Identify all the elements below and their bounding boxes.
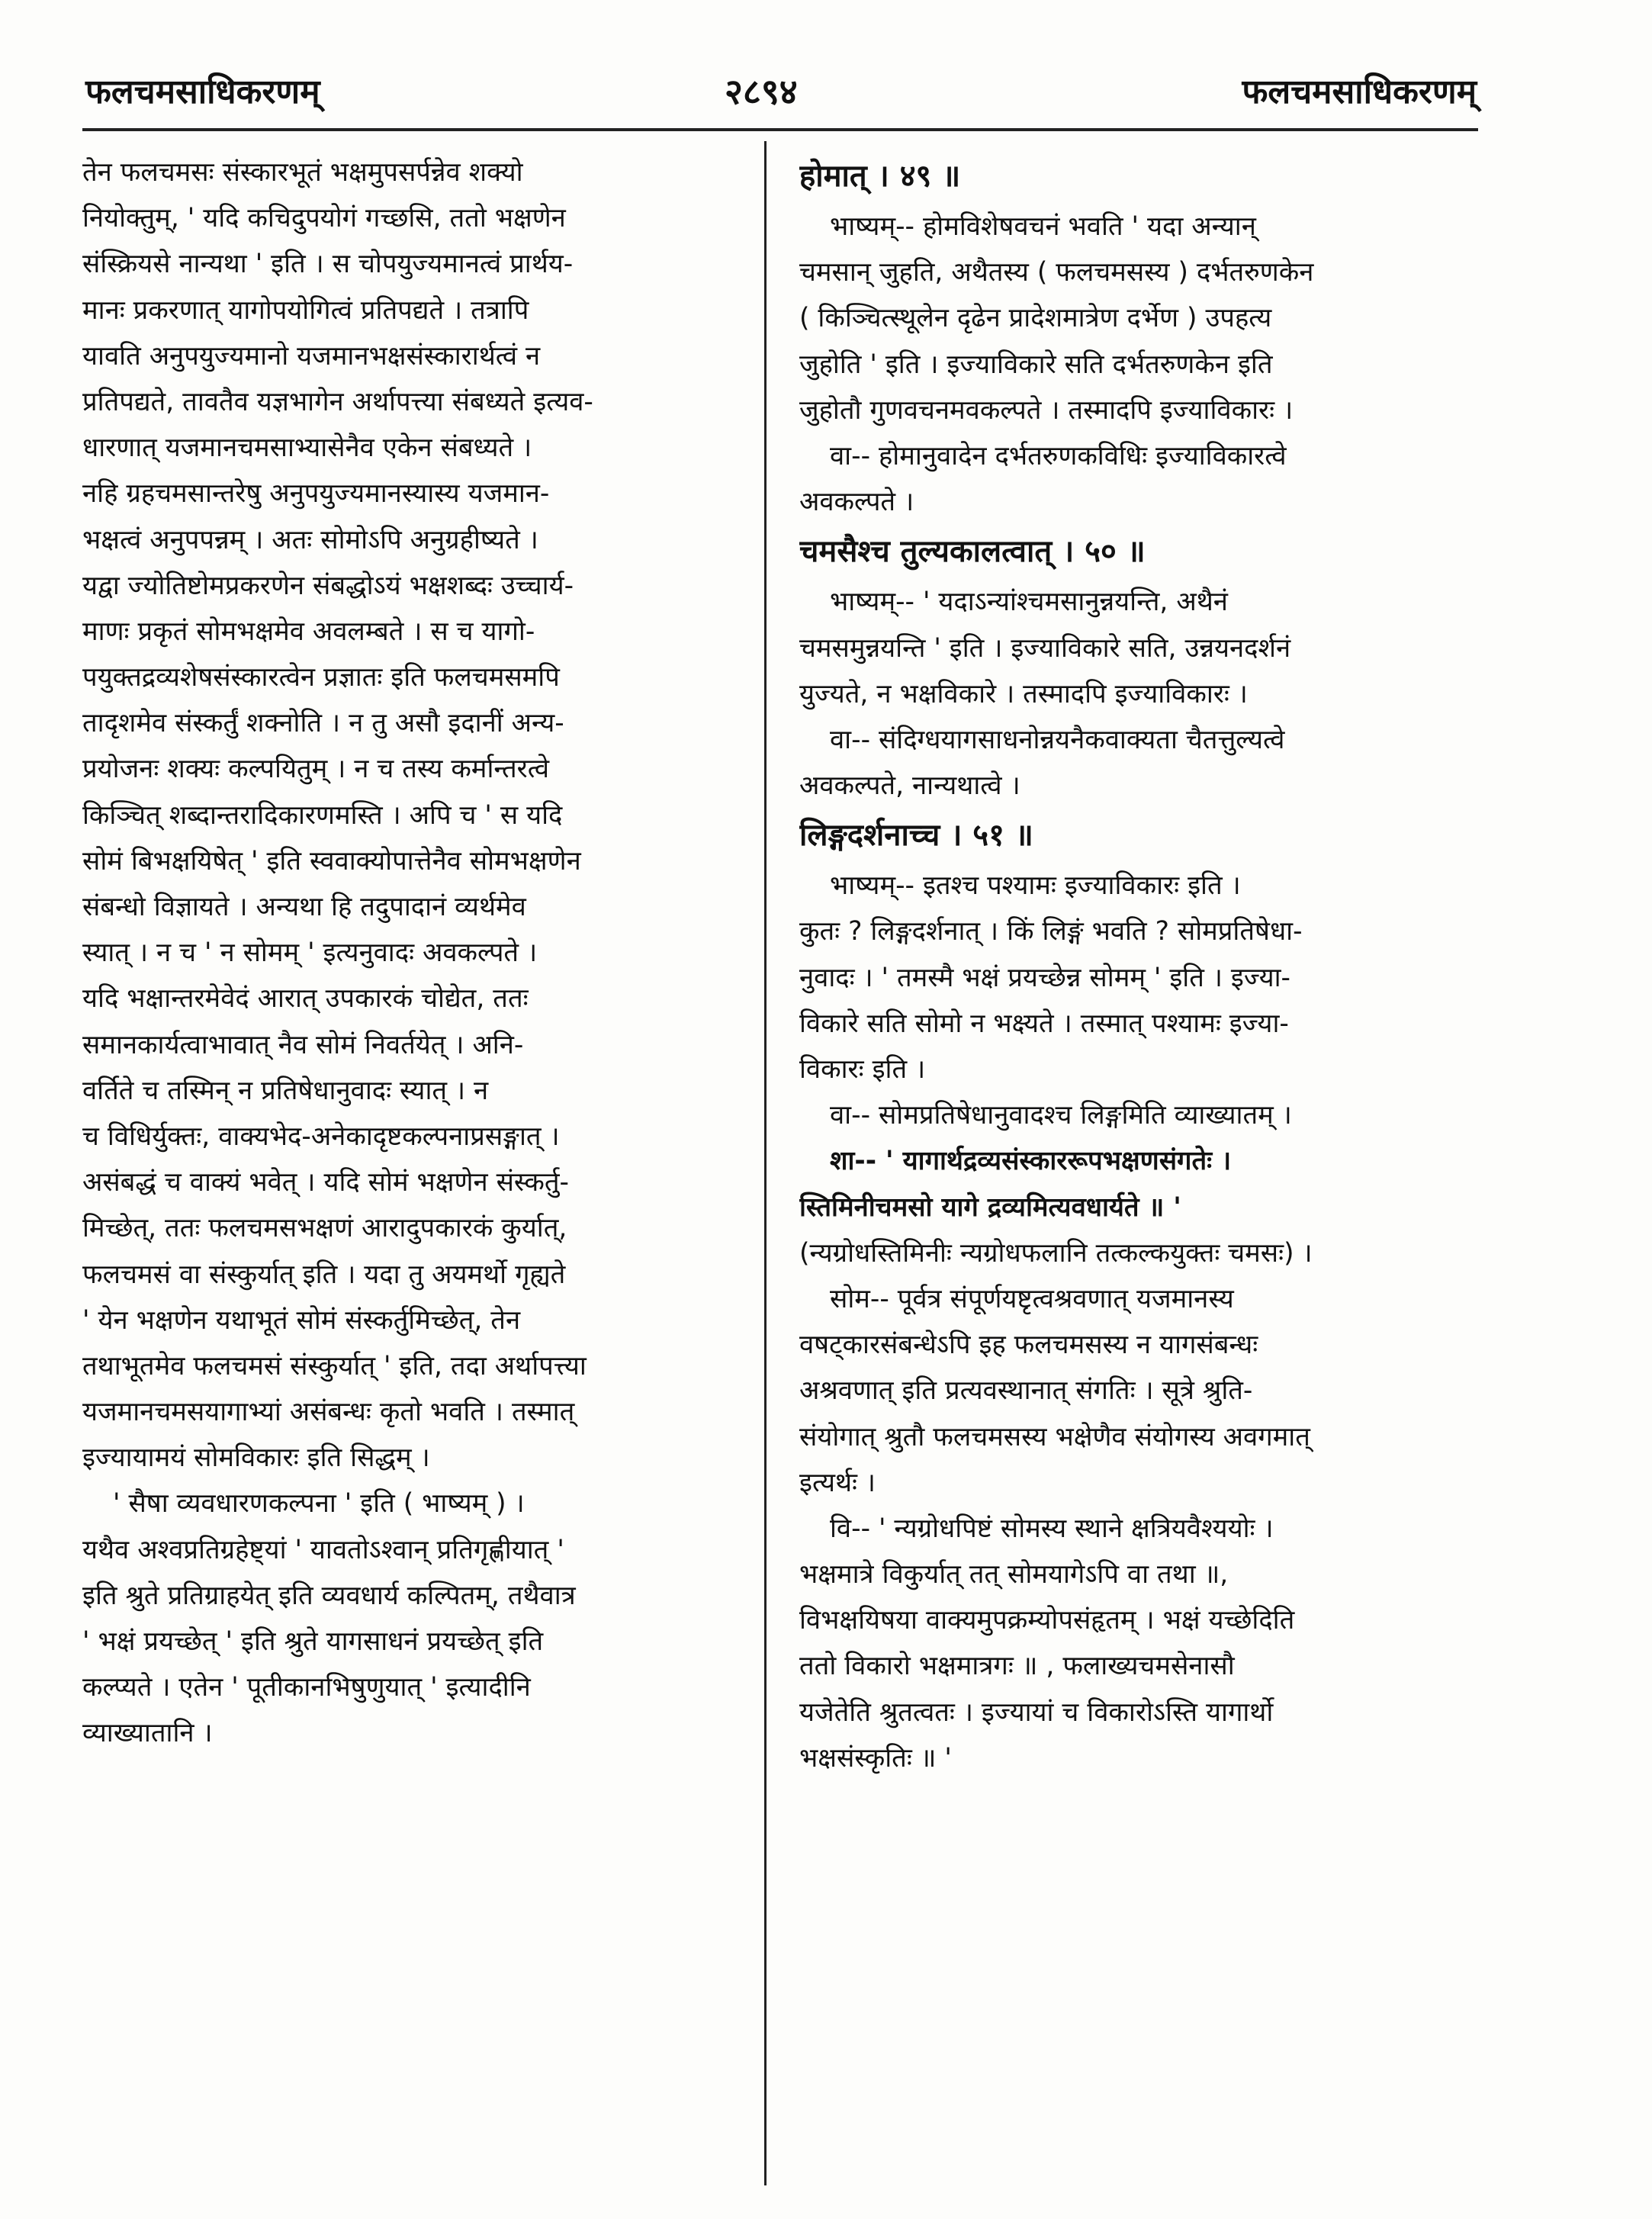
text-line: स्यात् । न च ' न सोमम् ' इत्यनुवादः अवकल्पते । [82,937,538,969]
text-line: ततो विकारो भक्षमात्रगः ॥ , फलाख्यचमसेनासौ [799,1651,1235,1682]
text-line: नुवादः । ' तमस्मै भक्षं प्रयच्छेन्न सोमम् ' इति । इज्या- [799,962,1290,993]
text-line: ( किञ्चित्स्थूलेन दृढेन प्रादेशमात्रेण दर्भेण ) उपहत्य [799,303,1272,334]
text-line: तथाभूतमेव फलचमसं संस्कुर्यात् ' इति, तदा अर्थापत्त्या [82,1350,587,1381]
text-line: इज्यायामयं सोमविकारः इति सिद्धम् । [82,1442,430,1474]
text-line: वर्तिते च तस्मिन् न प्रतिषेधानुवादः स्यात् । न [82,1075,489,1106]
text-line: पयुक्तद्रव्यशेषसंस्कारत्वेन प्रज्ञातः इति फलचमसमपि [82,662,560,693]
text-line: व्याख्यातानि । [82,1718,213,1749]
text-line: (न्यग्रोधस्तिमिनीः न्यग्रोधफलानि तत्कल्कयुक्तः चमसः) । [799,1237,1313,1269]
text-line: यजमानचमसयागाभ्यां असंबन्धः कृतो भवति । तस्मात् [82,1397,575,1428]
text-line: संस्क्रियसे नान्यथा ' इति । स चोपयुज्यमानत्वं प्रार्थय- [82,249,574,280]
text-line: यजेतेति श्रुतत्वतः । इज्यायां च विकारोऽस्ति यागार्थो [799,1696,1274,1728]
text-line: इति श्रुते प्रतिग्राहयेत् इति व्यवधार्य कल्पितम्, तथैवात्र [82,1580,576,1611]
text-line: अवकल्पते, नान्यथात्वे । [799,770,1020,802]
header-left-title: फलचमसाधिकरणम् [85,72,320,111]
text-line: ' येन भक्षणेन यथाभूतं सोमं संस्कर्तुमिच्छेत्, तेन [82,1304,521,1336]
text-line: स्तिमिनीचमसो यागे द्रव्यमित्यवधार्यते ॥ ' [799,1192,1181,1223]
text-line: प्रयोजनः शक्यः कल्पयितुम् । न च तस्य कर्मान्तरत्वे [82,754,550,785]
sutra-heading: होमात् । ४९ ॥ [799,159,961,194]
text-line: मानः प्रकरणात् यागोपयोगित्वं प्रतिपद्यते । तत्रापि [82,294,529,326]
text-line: प्रतिपद्यते, तावतैव यज्ञभागेन अर्थापत्त्या संबध्यते इत्यव- [82,386,593,417]
text-line: अश्रवणात् इति प्रत्यवस्थानात् संगतिः । सूत्रे श्रुति- [799,1375,1253,1407]
text-line: भक्षत्वं अनुपपन्नम् । अतः सोमोऽपि अनुग्रहीष्यते । [82,524,538,555]
text-line: भक्षसंस्कृतिः ॥ ' [799,1742,952,1774]
text-line: वि-- ' न्यग्रोधपिष्टं सोमस्य स्थाने क्षत्रियवैश्ययोः । [830,1513,1274,1544]
text-line: कल्प्यते । एतेन ' पूतीकानभिषुणुयात् ' इत्यादीनि [82,1672,531,1703]
text-line: विकारे सति सोमो न भक्ष्यते । तस्मात् पश्यामः इज्या- [799,1008,1289,1039]
text-line: विकारः इति । [799,1054,926,1085]
text-line: जुहोतौ गुणवचनमवकल्पते । तस्मादपि इज्याविकारः । [799,394,1294,426]
text-line: चमसान् जुहति, अथैतस्य ( फलचमसस्य ) दर्भतरुणकेन [799,257,1314,288]
text-line: किञ्चित् शब्दान्तरादिकारणमस्ति । अपि च ' स यदि [82,799,563,831]
text-line: सोमं बिभक्षयिषेत् ' इति स्ववाक्योपात्तेनैव सोमभक्षणेन [82,845,581,876]
text-line: भाष्यम्-- होमविशेषवचनं भवति ' यदा अन्यान् [830,211,1256,242]
sutra-heading: लिङ्गदर्शनाच्च । ५१ ॥ [799,818,1033,854]
text-line: भक्षमात्रे विकुर्यात् तत् सोमयागेऽपि वा तथा ॥, [799,1559,1229,1590]
text-line: संयोगात् श्रुतौ फलचमसस्य भक्षेणैव संयोगस्य अवगमात् [799,1421,1310,1452]
text-line: इत्यर्थः । [799,1467,876,1498]
text-line: फलचमसं वा संस्कुर्यात् इति । यदा तु अयमर्थो गृह्यते [82,1259,566,1290]
header-right-title: फलचमसाधिकरणम् [1242,72,1477,111]
text-line: शा-- ' यागार्थद्रव्यसंस्काररूपभक्षणसंगतेः । [830,1146,1232,1177]
text-line: तेन फलचमसः संस्कारभूतं भक्षमुपसर्पन्नेव शक्यो [82,157,523,188]
text-line: चमसमुन्नयन्ति ' इति । इज्याविकारे सति, उन्नयनदर्शनं [799,632,1291,664]
text-line: भाष्यम्-- इतश्च पश्यामः इज्याविकारः इति । [830,870,1241,902]
page-number: २८९४ [725,71,798,112]
text-line: भाष्यम्-- ' यदाऽन्यांश्चमसानुन्नयन्ति, अथैनं [830,587,1228,618]
text-line: वा-- होमानुवादेन दर्भतरुणकविधिः इज्याविकारत्वे [830,440,1287,471]
text-line: युज्यते, न भक्षविकारे । तस्मादपि इज्याविकारः । [799,678,1248,709]
text-line: ' भक्षं प्रयच्छेत् ' इति श्रुते यागसाधनं प्रयच्छेत् इति [82,1626,544,1657]
text-line: वषट्कारसंबन्धेऽपि इह फलचमसस्य न यागसंबन्धः [799,1330,1258,1361]
text-line: सोम-- पूर्वत्र संपूर्णयष्टृत्वश्रवणात् यजमानस्य [830,1283,1234,1314]
header-rule [82,128,1478,131]
text-line: अवकल्पते । [799,487,914,518]
text-line: जुहोति ' इति । इज्याविकारे सति दर्भतरुणकेन इति [799,349,1273,380]
text-line: वा-- सोमप्रतिषेधानुवादश्च लिङ्गमिति व्याख्यातम् । [830,1100,1292,1131]
text-line: वा-- संदिग्धयागसाधनोन्नयनैकवाक्यता चैतत्तुल्यत्वे [830,724,1285,755]
text-line: नियोक्तुम्, ' यदि कचिदुपयोगं गच्छसि, ततो भक्षणेन [82,203,566,234]
right-column [799,150,1486,1781]
left-column [82,150,754,1757]
column-divider [764,141,767,2185]
text-line: समानकार्यत्वाभावात् नैव सोमं निवर्तयेत् । अनि- [82,1029,524,1060]
text-line: तादृशमेव संस्कर्तुं शक्नोति । न तु असौ इदानीं अन्य- [82,708,564,739]
text-line: यावति अनुपयुज्यमानो यजमानभक्षसंस्कारार्थत्वं न [82,340,541,371]
sutra-heading: चमसैश्च तुल्यकालत्वात् । ५० ॥ [799,534,1146,570]
text-line: माणः प्रकृतं सोमभक्षमेव अवलम्बते । स च यागो- [82,616,535,647]
text-line: धारणात् यजमानचमसाभ्यासेनैव एकेन संबध्यते । [82,433,532,464]
text-line: संबन्धो विज्ञायते । अन्यथा हि तदुपादानं व्यर्थमेव [82,892,526,922]
text-line: मिच्छेत्, ततः फलचमसभक्षणं आरादुपकारकं कुर्यात्, [82,1213,567,1244]
text-line: असंबद्धं च वाक्यं भवेत् । यदि सोमं भक्षणेन संस्कर्तु- [82,1167,569,1198]
text-line: यद्वा ज्योतिष्टोमप्रकरणेन संबद्धोऽयं भक्षशब्दः उच्चार्य- [82,570,574,601]
text-line: यथैव अश्वप्रतिग्रहेष्ट्यां ' यावतोऽश्वान् प्रतिगृह्णीयात् ' [82,1534,564,1565]
text-line: कुतः ? लिङ्गदर्शनात् । किं लिङ्गं भवति ? सोमप्रतिषेधा- [799,916,1303,947]
text-line: यदि भक्षान्तरमेवेदं आरात् उपकारकं चोद्येत, ततः [82,983,529,1015]
text-line: विभक्षयिषया वाक्यमुपक्रम्योपसंहृतम् । भक्षं यच्छेदिति [799,1605,1295,1636]
text-line: ' सैषा व्यवधारणकल्पना ' इति ( भाष्यम् ) । [113,1488,525,1520]
text-line: नहि ग्रहचमसान्तरेषु अनुपयुज्यमानस्यास्य यजमान- [82,478,550,510]
text-line: च विधिर्युक्तः, वाक्यभेद-अनेकादृष्टकल्पनाप्रसङ्गात् । [82,1121,560,1152]
